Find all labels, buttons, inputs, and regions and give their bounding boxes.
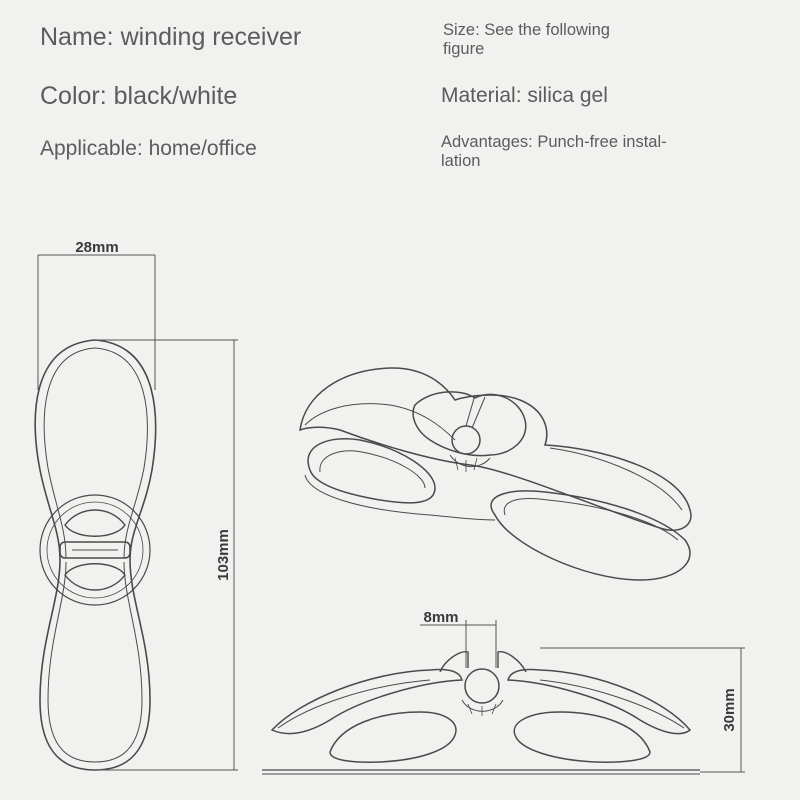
spec-color: Color: black/white [40,82,238,110]
slot-dimension-label: 8mm [423,609,459,626]
spec-applicable: Applicable: home/office [40,137,257,160]
width-dimension-label: 28mm [75,239,119,256]
length-dimension-label: 103mm [215,529,232,581]
height-dimension [540,648,745,772]
side-view [262,652,700,774]
slot-dimension [420,620,496,668]
spec-material: Material: silica gel [441,84,608,107]
spec-name: Name: winding receiver [40,23,302,51]
width-dimension [38,255,155,390]
spec-advantages: Advantages: Punch-free instal- lation [441,133,667,170]
spec-size: Size: See the following figure [443,21,610,58]
isometric-view [300,368,691,580]
height-dimension-label: 30mm [721,688,738,732]
top-view [35,340,155,770]
